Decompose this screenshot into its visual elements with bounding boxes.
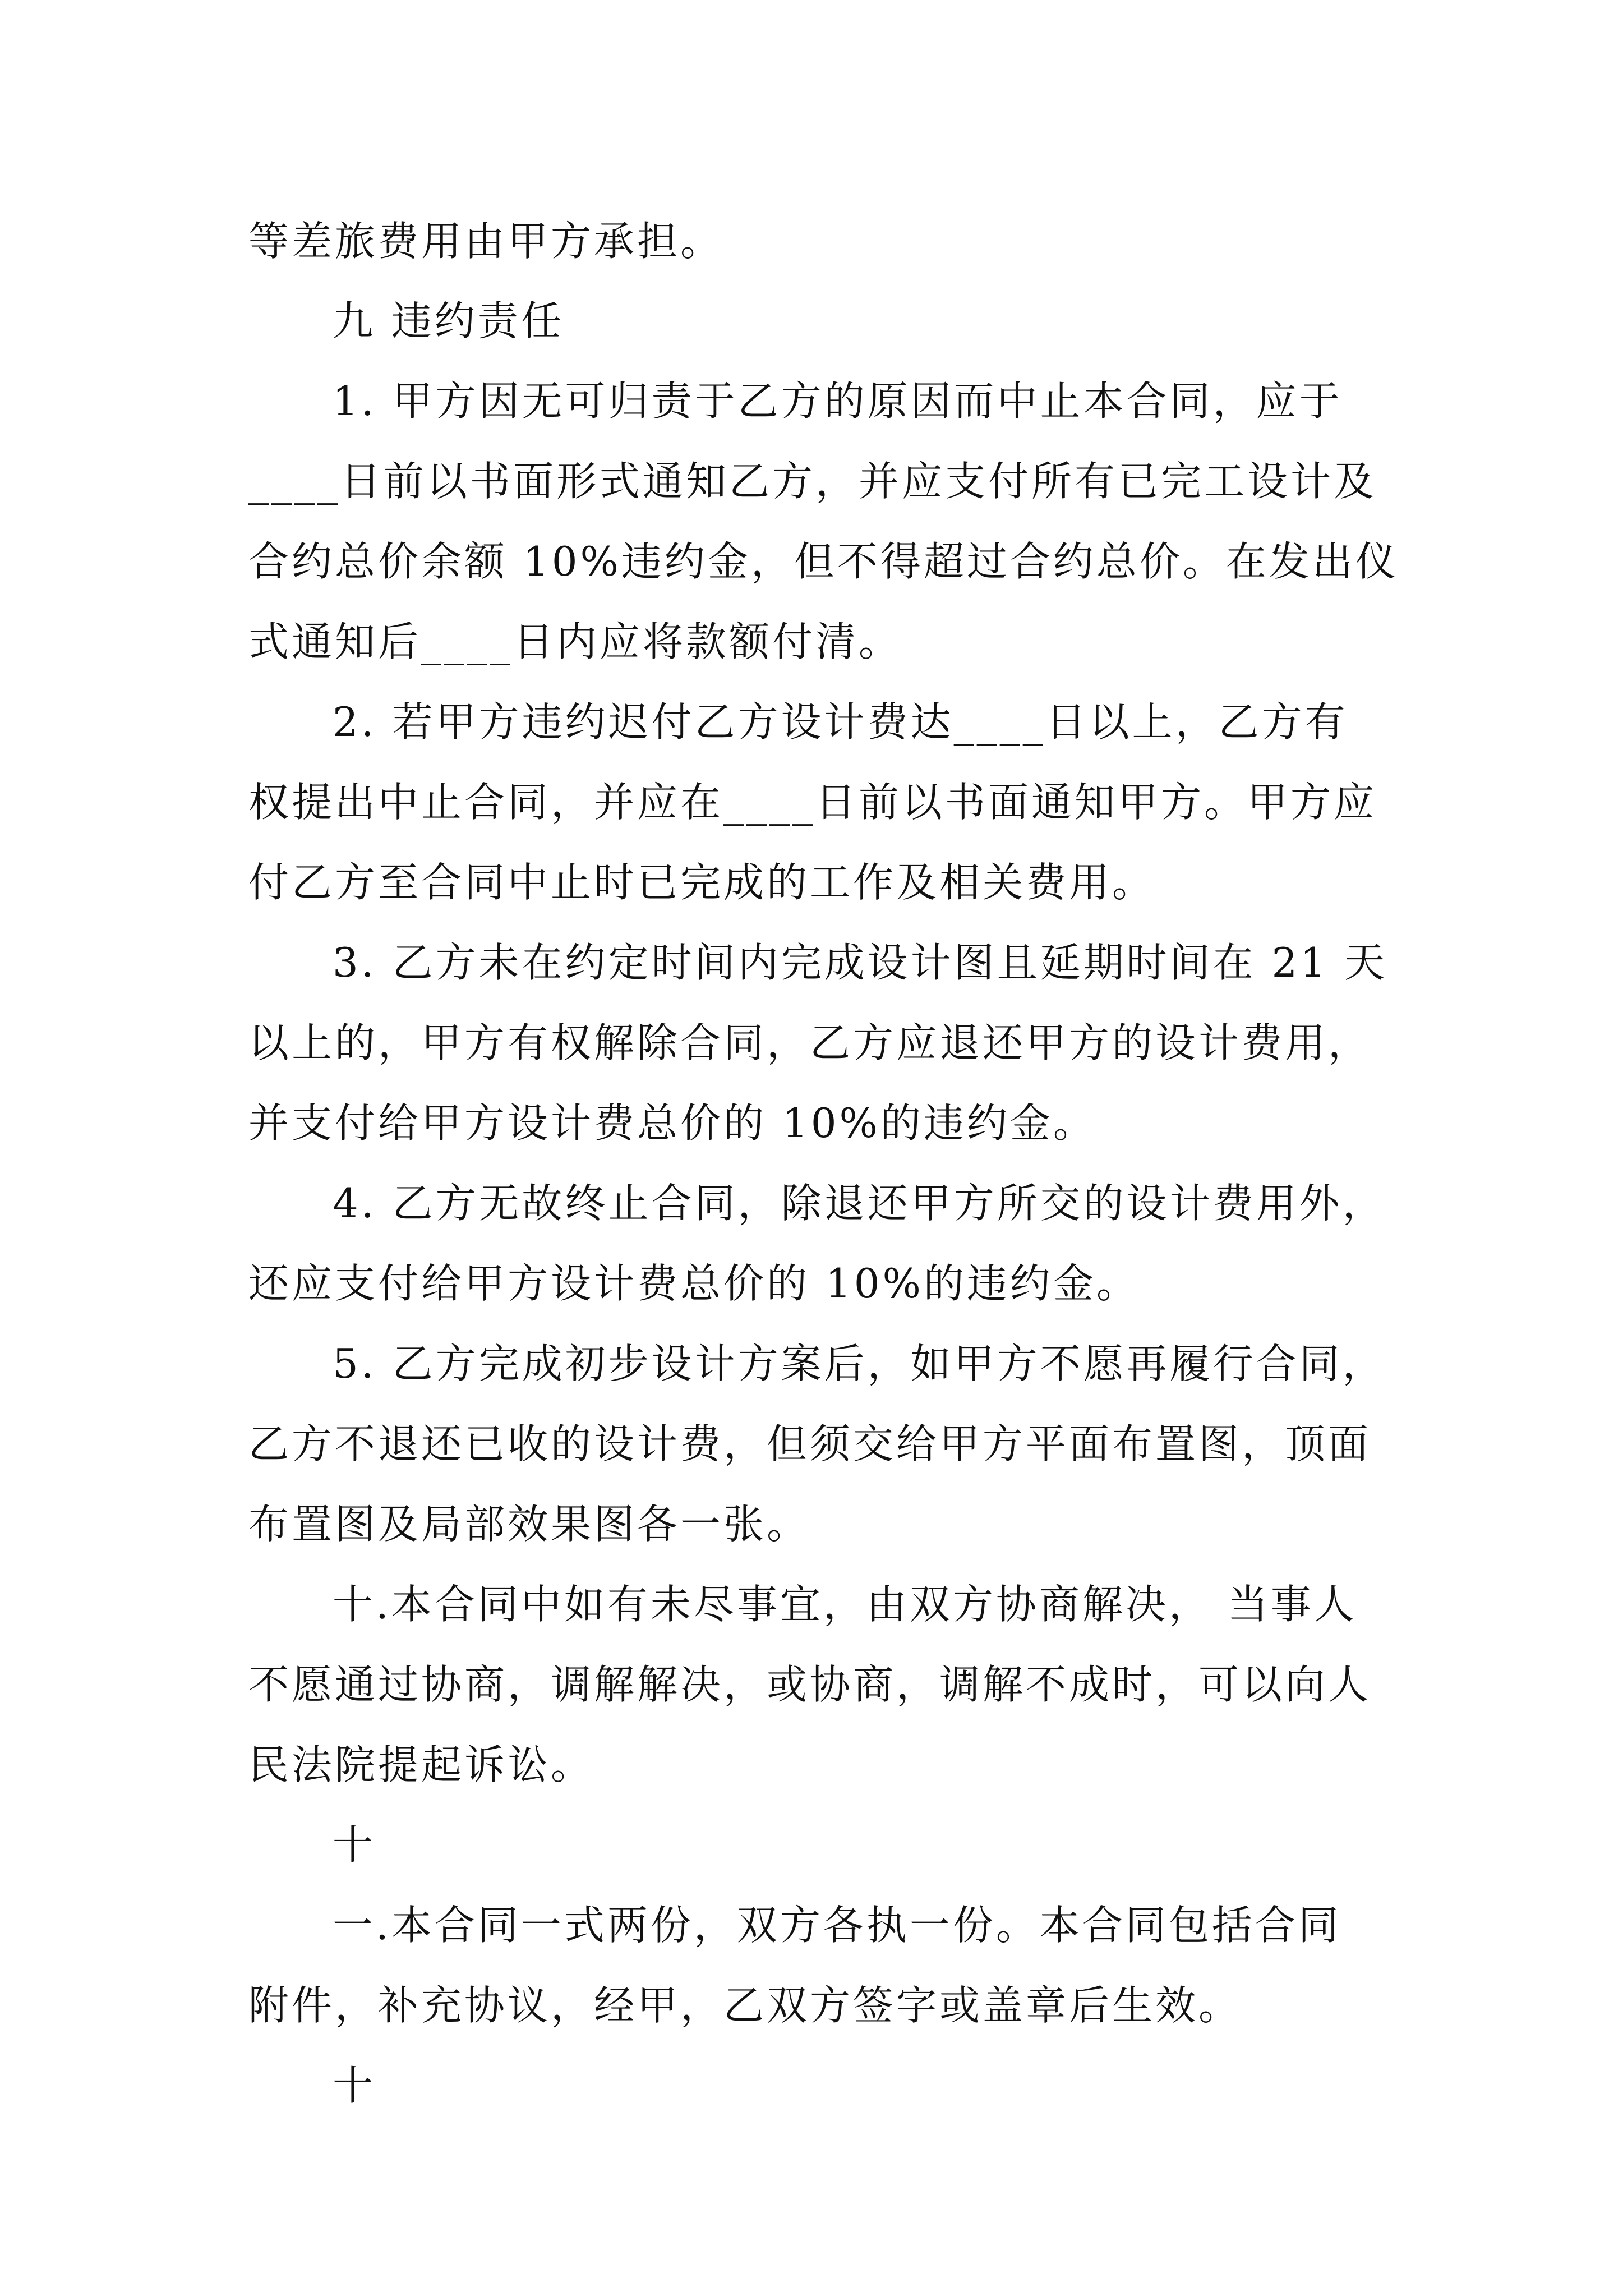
clause-5-line-2: 乙方不退还已收的设计费，但须交给甲方平面布置图，顶面 <box>248 1420 1372 1467</box>
section-heading-breach: 九 违约责任 <box>333 297 564 344</box>
clause-2-line-1: 2. 若甲方违约迟付乙方设计费达____日以上，乙方有 <box>333 698 1348 746</box>
clause-1-line-4: 式通知后____日内应将款额付清。 <box>248 618 902 665</box>
section-11-number: 十 <box>333 1821 376 1869</box>
clause-1-line-2: ____日前以书面形式通知乙方，并应支付所有已完工设计及 <box>248 458 1377 505</box>
section-10-line-3: 民法院提起诉讼。 <box>248 1741 594 1788</box>
clause-1-line-1: 1. 甲方因无可归责于乙方的原因而中止本合同，应于 <box>333 378 1343 425</box>
clause-2-line-2: 权提出中止合同，并应在____日前以书面通知甲方。甲方应 <box>248 779 1377 826</box>
section-12-number: 十 <box>333 2062 376 2109</box>
section-10-line-1: 十.本合同中如有未尽事宜，由双方协商解决， 当事人 <box>333 1581 1357 1628</box>
clause-1-line-3: 合约总价余额 10%违约金，但不得超过合约总价。在发出仪 <box>248 538 1399 585</box>
clause-4-line-1: 4. 乙方无故终止合同，除退还甲方所交的设计费用外， <box>333 1180 1386 1227</box>
clause-2-line-3: 付乙方至合同中止时已完成的工作及相关费用。 <box>248 859 1156 906</box>
clause-3-line-2: 以上的，甲方有权解除合同，乙方应退还甲方的设计费用， <box>248 1019 1372 1066</box>
clause-3-line-1: 3. 乙方未在约定时间内完成设计图且延期时间在 21 天 <box>333 939 1387 986</box>
clause-3-line-3: 并支付给甲方设计费总价的 10%的违约金。 <box>248 1099 1096 1147</box>
continuation-line: 等差旅费用由甲方承担。 <box>248 218 724 265</box>
clause-5-line-1: 5. 乙方完成初步设计方案后，如甲方不愿再履行合同， <box>333 1340 1386 1387</box>
clause-4-line-2: 还应支付给甲方设计费总价的 10%的违约金。 <box>248 1260 1140 1307</box>
section-11-line-2: 附件，补充协议，经甲，乙双方签字或盖章后生效。 <box>248 1982 1242 2029</box>
clause-5-line-3: 布置图及局部效果图各一张。 <box>248 1501 810 1548</box>
section-11-line-1: 一.本合同一式两份，双方各执一份。本合同包括合同 <box>333 1902 1341 1949</box>
section-10-line-2: 不愿通过协商，调解解决，或协商，调解不成时，可以向人 <box>248 1661 1372 1708</box>
